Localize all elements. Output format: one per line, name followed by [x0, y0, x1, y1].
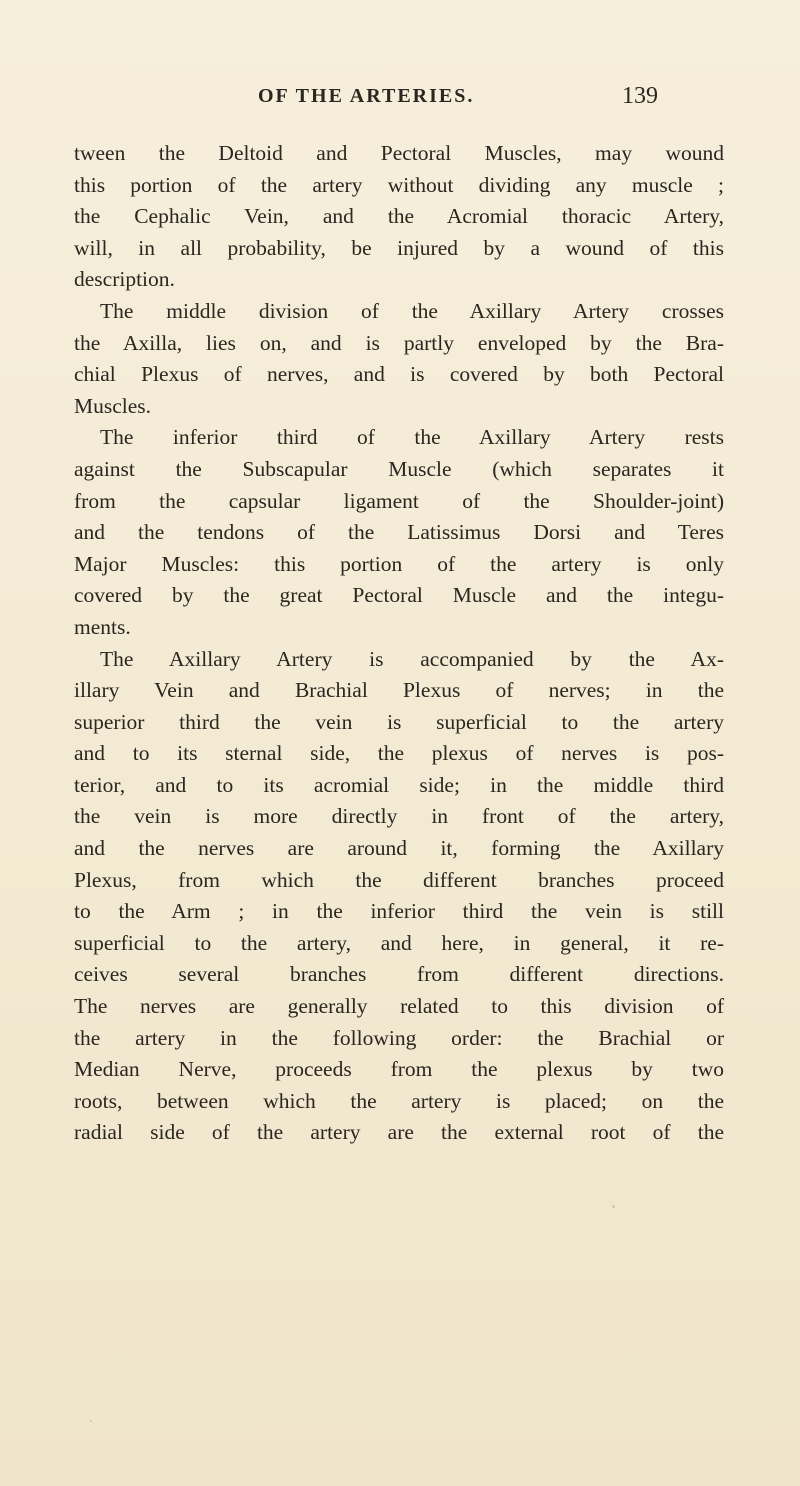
text-line: tween the Deltoid and Pectoral Muscles, may wound [74, 141, 724, 165]
text-line: The middle division of the Axillary Artery crosses [100, 298, 724, 323]
text-line: roots, between which the artery is placed; on the [74, 1088, 724, 1113]
text-line: this portion of the artery without dividing any muscle ; [74, 172, 724, 197]
text-line: Median Nerve, proceeds from the plexus by two [74, 1057, 724, 1082]
text-line: and the nerves are around it, forming the Axillary [74, 836, 724, 861]
page-number: 139 [622, 83, 658, 109]
text-line: illary Vein and Brachial Plexus of nerves; in the [74, 678, 724, 703]
text-line: superficial to the artery, and here, in general, it re- [74, 930, 724, 955]
text-line: and to its sternal side, the plexus of nerves is pos- [74, 741, 724, 766]
text-line: The inferior third of the Axillary Artery rests [100, 425, 724, 450]
text-line: The Axillary Artery is accompanied by the Ax- [100, 646, 724, 671]
text-line: superior third the vein is superficial to the artery [74, 709, 724, 734]
paper-speck [612, 1205, 615, 1208]
text-line: chial Plexus of nerves, and is covered by both Pectoral [74, 362, 724, 387]
paper-speck [90, 1420, 92, 1422]
text-line: Muscles. [74, 393, 152, 418]
text-line: from the capsular ligament of the Shoulder-joint) [74, 488, 724, 513]
text-line: The nerves are generally related to this division of [74, 994, 724, 1019]
page-header [258, 80, 708, 112]
text-line: description. [74, 267, 175, 292]
text-line: radial side of the artery are the external root of the [74, 1120, 724, 1145]
text-line: the Cephalic Vein, and the Acromial thoracic Artery, [74, 204, 724, 229]
text-line: and the tendons of the Latissimus Dorsi and Teres [74, 520, 724, 545]
text-line: against the Subscapular Muscle (which separates it [74, 456, 724, 481]
text-line: ceives several branches from different directions. [74, 962, 724, 987]
text-line: to the Arm ; in the inferior third the vein is still [74, 899, 724, 924]
running-head: OF THE ARTERIES. [258, 85, 475, 107]
text-line: Major Muscles: this portion of the artery is only [74, 551, 724, 576]
text-line: covered by the great Pectoral Muscle and the integu- [74, 583, 724, 608]
text-line: terior, and to its acromial side; in the middle third [74, 772, 724, 797]
body-text [74, 138, 724, 1149]
text-line: the vein is more directly in front of the artery, [74, 804, 724, 829]
text-line: the artery in the following order: the Brachial or [74, 1025, 724, 1050]
text-line: the Axilla, lies on, and is partly enveloped by the Bra- [74, 330, 724, 355]
text-line: ments. [74, 614, 131, 639]
text-line: Plexus, from which the different branches proceed [74, 867, 724, 892]
text-line: will, in all probability, be injured by a wound of this [74, 235, 724, 260]
